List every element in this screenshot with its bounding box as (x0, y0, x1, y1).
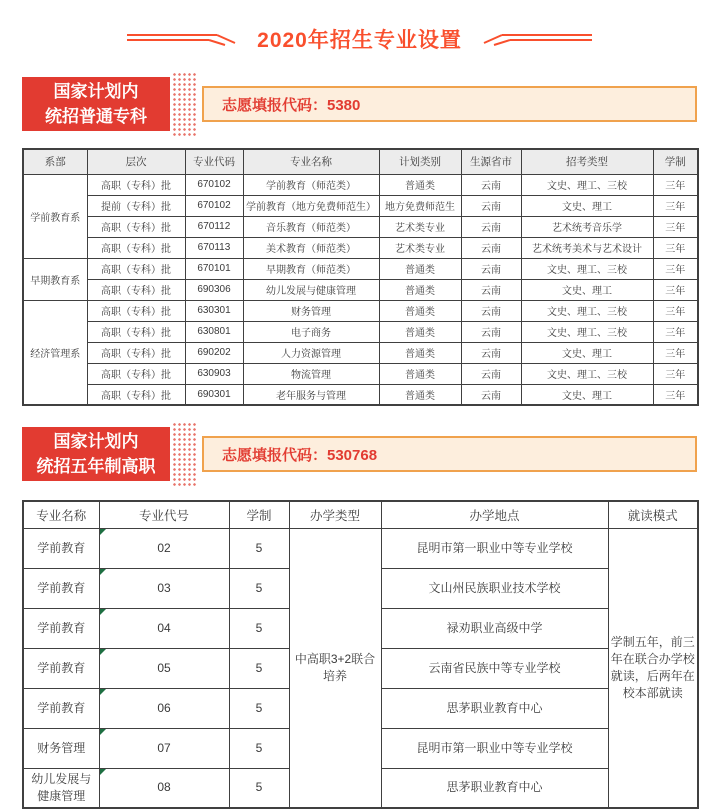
cell-text: 高职（专科）批 (101, 244, 171, 255)
table-cell (229, 768, 289, 808)
cell-text: 5 (255, 660, 263, 675)
cell-text: 云南 (481, 244, 501, 255)
cell-text: 三年 (665, 244, 686, 255)
cell-text: 高职（专科）批 (101, 181, 171, 192)
table-row (23, 363, 698, 384)
cell-text: 06 (157, 700, 171, 715)
cell-text: 早期教育系 (30, 275, 81, 287)
cell-text: 普通类 (405, 349, 435, 360)
cell-text: 04 (157, 620, 171, 635)
cell-text: 文史、理工 (562, 390, 612, 402)
cell-text: 学前教育 (37, 620, 86, 635)
table-cell (99, 608, 229, 648)
cell-text: 文史、理工、三校 (547, 307, 627, 318)
table-cell (185, 279, 243, 300)
table-cell (87, 174, 185, 195)
table-cell (381, 768, 608, 808)
table-cell (87, 363, 185, 384)
cell-text: 普通类 (405, 328, 435, 339)
table-cell (87, 342, 185, 363)
cell-text: 三年 (665, 223, 686, 234)
table-cell (229, 648, 289, 688)
cell-text: 高职（专科）批 (101, 390, 171, 402)
section1-code-text: 志愿填报代码：5380 (222, 96, 361, 114)
table-cell (653, 237, 698, 258)
cell-text: 高职（专科）批 (101, 265, 171, 276)
table-cell (381, 568, 608, 608)
section2-code-box (202, 436, 697, 472)
section2-badge-line2: 统招五年制高职 (36, 457, 156, 476)
cell-text: 地方免费师范生 (385, 202, 455, 213)
table-row (23, 258, 698, 279)
table-cell (185, 321, 243, 342)
cell-text: 禄劝职业高级中学 (446, 620, 543, 635)
cell-text: 思茅职业教育中心 (446, 700, 543, 715)
table-cell (379, 384, 461, 405)
cell-text: 物流管理 (291, 370, 331, 381)
table-cell (381, 688, 608, 728)
table-cell (653, 258, 698, 279)
cell-text: 提前（专科）批 (101, 202, 171, 213)
table-cell (379, 237, 461, 258)
table-cell (381, 608, 608, 648)
table-cell (23, 300, 87, 405)
table-cell (23, 648, 99, 688)
cell-text: 幼儿发展与健康管理 (266, 286, 356, 297)
title-ornament-left-icon (127, 30, 245, 48)
cell-text: 5 (255, 620, 263, 635)
table-cell (229, 528, 289, 568)
table-cell (243, 342, 379, 363)
table-row (23, 279, 698, 300)
cell-text: 学前教育 (37, 700, 86, 715)
cell-text: 学前教育 (37, 580, 86, 595)
cell-text: 08 (157, 780, 171, 795)
page-title: 2020年招生专业设置 (257, 29, 462, 52)
cell-text: 云南 (481, 181, 501, 192)
table-cell (229, 608, 289, 648)
cell-text: 艺术统考美术与艺术设计 (532, 244, 642, 255)
column-header: 专业名称 (243, 149, 379, 174)
cell-text: 高职（专科）批 (101, 223, 171, 234)
cell-text: 05 (157, 660, 171, 675)
section2-badge (22, 427, 170, 481)
table-cell (185, 237, 243, 258)
cell-text: 三年 (665, 181, 686, 192)
table-cell (653, 216, 698, 237)
table-cell (653, 342, 698, 363)
column-header: 就读模式 (608, 501, 698, 528)
table-cell (653, 363, 698, 384)
cell-text: 文山州民族职业技术学校 (428, 580, 561, 595)
cell-text: 学前教育（师范类） (266, 181, 356, 192)
section1-banner (22, 72, 697, 136)
cell-text: 03 (157, 580, 171, 595)
cell-text: 文史、理工、三校 (547, 370, 627, 381)
cell-text: 07 (157, 740, 171, 755)
cell-text: 三年 (665, 390, 686, 402)
cell-corner-marker-icon (100, 769, 106, 775)
cell-corner-marker-icon (100, 529, 106, 535)
table-cell (87, 258, 185, 279)
cell-text: 三年 (665, 328, 686, 339)
section1-code-box (202, 86, 697, 122)
table-cell (243, 384, 379, 405)
table-cell (653, 321, 698, 342)
table-cell (521, 216, 653, 237)
table-cell (461, 279, 521, 300)
cell-text: 5 (255, 780, 263, 795)
table-row (23, 300, 698, 321)
table-cell (229, 568, 289, 608)
table-cell (229, 688, 289, 728)
cell-text: 670112 (197, 221, 231, 232)
table-cell (379, 300, 461, 321)
table-cell (87, 321, 185, 342)
table-cell (23, 608, 99, 648)
title-ornament-right-icon (474, 30, 592, 48)
table-cell (379, 279, 461, 300)
cell-text: 三年 (665, 265, 686, 276)
table-cell (99, 528, 229, 568)
cell-text: 财务管理 (291, 307, 331, 318)
cell-text: 中高职3+2联合培养 (294, 651, 376, 683)
table-cell (243, 279, 379, 300)
table-cell (99, 568, 229, 608)
table-cell (243, 300, 379, 321)
cell-text: 690306 (197, 284, 231, 295)
five-year-program-table (22, 500, 699, 809)
cell-text: 云南 (481, 370, 501, 381)
table-cell (521, 195, 653, 216)
cell-text: 普通类 (405, 286, 435, 297)
cell-text: 高职（专科）批 (101, 328, 171, 339)
table-cell (521, 342, 653, 363)
table-cell (243, 363, 379, 384)
table-cell (87, 279, 185, 300)
cell-text: 文史、理工 (562, 202, 612, 213)
cell-text: 690301 (197, 388, 231, 400)
column-header: 办学类型 (289, 501, 381, 528)
cell-text: 普通类 (405, 370, 435, 381)
cell-text: 文史、理工、三校 (547, 181, 627, 192)
cell-text: 02 (157, 540, 171, 555)
table-cell (289, 528, 381, 808)
section2-code-text: 志愿填报代码：530768 (222, 446, 378, 464)
table-cell (521, 300, 653, 321)
cell-text: 文史、理工 (562, 286, 612, 297)
table-row (23, 174, 698, 195)
column-header: 专业代号 (99, 501, 229, 528)
regular-college-majors-table (22, 148, 699, 406)
table-row (23, 195, 698, 216)
halftone-dots-decoration (172, 422, 198, 486)
cell-text: 高职（专科）批 (101, 307, 171, 318)
cell-text: 文史、理工、三校 (547, 328, 627, 339)
cell-text: 690202 (197, 347, 231, 358)
cell-text: 云南省民族中等专业学校 (428, 660, 561, 675)
table-cell (653, 174, 698, 195)
table-cell (379, 342, 461, 363)
column-header: 专业代码 (185, 149, 243, 174)
cell-text: 5 (255, 740, 263, 755)
table-cell (461, 195, 521, 216)
cell-text: 670102 (197, 200, 231, 211)
table-cell (23, 528, 99, 568)
cell-text: 三年 (665, 307, 686, 318)
cell-text: 630801 (197, 326, 231, 337)
halftone-dots-decoration (172, 72, 198, 136)
table-row (23, 237, 698, 258)
table-cell (23, 258, 87, 300)
table-cell (521, 279, 653, 300)
table-cell (99, 728, 229, 768)
table-cell (381, 728, 608, 768)
cell-text: 财务管理 (37, 740, 86, 755)
table-row (23, 321, 698, 342)
table-cell (521, 363, 653, 384)
section1-badge (22, 77, 170, 131)
table-cell (185, 195, 243, 216)
table-cell (653, 195, 698, 216)
table-cell (185, 216, 243, 237)
table-cell (23, 174, 87, 258)
cell-text: 630301 (197, 305, 231, 316)
table-cell (379, 174, 461, 195)
table-cell (99, 688, 229, 728)
table-cell (521, 258, 653, 279)
table-cell (23, 728, 99, 768)
column-header: 层次 (87, 149, 185, 174)
cell-text: 三年 (665, 370, 686, 381)
cell-text: 5 (255, 540, 263, 555)
cell-text: 670102 (197, 179, 231, 190)
table-cell (461, 300, 521, 321)
table-cell (379, 216, 461, 237)
table-cell (87, 384, 185, 405)
cell-text: 美术教育（师范类） (266, 244, 356, 255)
cell-text: 电子商务 (291, 328, 331, 339)
table-cell (461, 384, 521, 405)
table-cell (185, 258, 243, 279)
cell-text: 云南 (481, 202, 501, 213)
cell-text: 云南 (481, 307, 501, 318)
cell-text: 学制五年，前三年在联合办学校就读，后两年在校本部就读 (610, 634, 695, 700)
table-cell (461, 321, 521, 342)
table-cell (185, 300, 243, 321)
table-cell (653, 279, 698, 300)
column-header: 学制 (653, 149, 698, 174)
cell-corner-marker-icon (100, 569, 106, 575)
cell-text: 5 (255, 700, 263, 715)
column-header: 生源省市 (461, 149, 521, 174)
table-cell (608, 528, 698, 808)
cell-text: 三年 (665, 349, 686, 360)
column-header: 招考类型 (521, 149, 653, 174)
table-cell (23, 568, 99, 608)
cell-text: 昆明市第一职业中等专业学校 (416, 540, 573, 555)
cell-text: 老年服务与管理 (276, 390, 346, 402)
section2-badge-line1: 国家计划内 (53, 432, 139, 451)
table-cell (381, 528, 608, 568)
table-cell (243, 174, 379, 195)
column-header: 专业名称 (23, 501, 99, 528)
table-cell (653, 300, 698, 321)
table-cell (243, 258, 379, 279)
column-header: 办学地点 (381, 501, 608, 528)
cell-corner-marker-icon (100, 609, 106, 615)
table-cell (243, 321, 379, 342)
table-cell (87, 216, 185, 237)
cell-text: 音乐教育（师范类） (266, 223, 356, 234)
cell-text: 思茅职业教育中心 (446, 780, 543, 795)
table-cell (461, 174, 521, 195)
cell-text: 学前教育（地方免费师范生） (246, 202, 376, 213)
cell-corner-marker-icon (100, 649, 106, 655)
cell-text: 学前教育系 (30, 212, 81, 224)
cell-text: 幼儿发展与健康管理 (31, 771, 92, 803)
cell-text: 人力资源管理 (281, 349, 341, 360)
cell-corner-marker-icon (100, 689, 106, 695)
cell-text: 昆明市第一职业中等专业学校 (416, 740, 573, 755)
table-row (23, 528, 698, 568)
table-cell (379, 321, 461, 342)
table-cell (461, 216, 521, 237)
table-cell (87, 237, 185, 258)
table-cell (87, 195, 185, 216)
table-cell (243, 237, 379, 258)
page-title-row (22, 0, 697, 68)
column-header: 计划类别 (379, 149, 461, 174)
table-cell (461, 363, 521, 384)
table-cell (521, 174, 653, 195)
table-cell (185, 174, 243, 195)
table-cell (461, 342, 521, 363)
table-cell (379, 195, 461, 216)
table-cell (461, 237, 521, 258)
cell-text: 艺术类专业 (395, 223, 445, 234)
table-cell (521, 321, 653, 342)
table-cell (23, 768, 99, 808)
table-cell (379, 258, 461, 279)
table-cell (521, 237, 653, 258)
cell-text: 学前教育 (37, 660, 86, 675)
cell-text: 云南 (481, 286, 501, 297)
cell-corner-marker-icon (100, 729, 106, 735)
cell-text: 三年 (665, 202, 686, 213)
section2-banner (22, 422, 697, 486)
cell-text: 艺术统考音乐学 (552, 223, 622, 234)
table-cell (243, 195, 379, 216)
column-header: 学制 (229, 501, 289, 528)
cell-text: 云南 (481, 349, 501, 360)
table-cell (379, 363, 461, 384)
table-row (23, 216, 698, 237)
cell-text: 普通类 (405, 181, 435, 192)
table-cell (185, 384, 243, 405)
section1-badge-line1: 国家计划内 (53, 82, 139, 101)
table-cell (381, 648, 608, 688)
cell-text: 文史、理工、三校 (547, 265, 627, 276)
cell-text: 学前教育 (37, 540, 86, 555)
section1-badge-line2: 统招普通专科 (45, 107, 147, 126)
table-cell (243, 216, 379, 237)
cell-text: 文史、理工 (562, 349, 612, 360)
table-cell (521, 384, 653, 405)
cell-text: 630903 (197, 368, 231, 379)
table-row (23, 384, 698, 405)
table-cell (99, 768, 229, 808)
table-cell (99, 648, 229, 688)
table-row (23, 342, 698, 363)
cell-text: 高职（专科）批 (101, 370, 171, 381)
cell-text: 经济管理系 (30, 348, 81, 360)
column-header: 系部 (23, 149, 87, 174)
cell-text: 670101 (197, 263, 231, 274)
cell-text: 云南 (481, 265, 501, 276)
table-cell (23, 688, 99, 728)
table-cell (185, 342, 243, 363)
table-cell (229, 728, 289, 768)
table-cell (653, 384, 698, 405)
cell-text: 艺术类专业 (395, 244, 445, 255)
cell-text: 三年 (665, 286, 686, 297)
cell-text: 普通类 (405, 390, 435, 402)
cell-text: 普通类 (405, 307, 435, 318)
cell-text: 早期教育（师范类） (266, 265, 356, 276)
table-cell (185, 363, 243, 384)
table-cell (461, 258, 521, 279)
cell-text: 高职（专科）批 (101, 286, 171, 297)
cell-text: 5 (255, 580, 263, 595)
cell-text: 高职（专科）批 (101, 349, 171, 360)
table-cell (87, 300, 185, 321)
cell-text: 云南 (481, 223, 501, 234)
cell-text: 普通类 (405, 265, 435, 276)
cell-text: 云南 (481, 328, 501, 339)
cell-text: 670113 (197, 242, 231, 253)
cell-text: 云南 (481, 390, 501, 402)
